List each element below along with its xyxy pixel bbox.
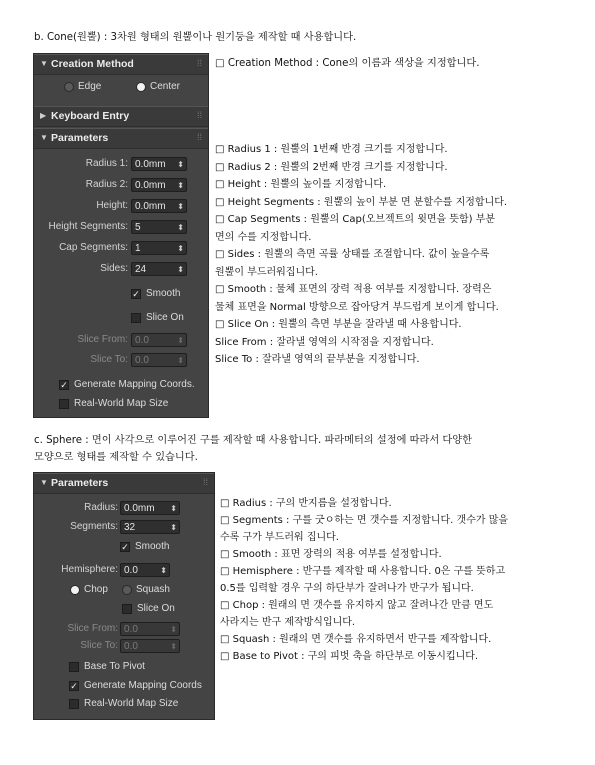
slice-from-label: Slice From: [77,334,128,345]
desc-line: □ Slice On : 원뿔의 측면 부분을 잘라낼 때 사용합니다. [215,319,462,330]
rollout-parameters[interactable] [34,473,214,494]
rollout-keyboard-entry[interactable] [34,106,208,127]
radius-spinner[interactable]: 0.0mm ⬍ [120,501,180,515]
heading-line: c. Sphere : 면이 사각으로 이루어진 구를 제작할 때 사용합니다. 파라메터의 설정에 따라서 다양한 [34,435,472,446]
real-world-label: Real-World Map Size [84,698,179,709]
triangle-right-icon: ▶ [40,111,47,120]
spinner-arrows-icon[interactable]: ⬍ [170,523,177,532]
radio-edge-label: Edge [78,81,102,92]
desc-line: □ Squash : 원래의 면 갯수를 유지하면서 반구를 제작합니다. [220,634,492,645]
spinner-arrows-icon[interactable]: ⬍ [170,642,177,651]
height-spinner[interactable]: 0.0mm ⬍ [131,199,187,213]
real-world-label: Real-World Map Size [74,398,169,409]
desc-line: Slice To : 잘라낼 영역의 끝부분을 지정합니다. [215,354,420,365]
triangle-down-icon: ▼ [40,59,48,68]
slice-to-label: Slice To: [80,640,118,651]
cap-segments-label: Cap Segments: [59,242,128,253]
segments-spinner[interactable]: 32 ⬍ [120,520,180,534]
triangle-down-icon: ▼ [40,478,48,487]
radius2-label: Radius 2: [85,179,128,190]
radius1-label: Radius 1: [85,158,128,169]
desc-line: 면의 수를 지정합니다. [215,231,312,243]
desc-line: 물체 표면을 Normal 방향으로 잡아당겨 부드럽게 보이게 합니다. [215,301,499,313]
base-to-pivot-checkbox[interactable] [69,662,79,672]
height-label: Height: [96,200,128,211]
grip-icon: ⁞⁞ [196,58,202,68]
rollout-title: Parameters [51,132,109,144]
radio-center-label: Center [150,81,181,92]
desc-line: □ Height Segments : 원뿔의 높이 부분 면 분할수를 지정합니다. [215,196,508,208]
radio-squash[interactable] [122,585,132,595]
grip-icon: ⁞⁞ [196,132,202,142]
sphere-command-panel [33,472,215,720]
radio-chop[interactable] [70,585,80,595]
sphere-desc [220,495,508,665]
sphere-heading [34,432,472,466]
rollout-title: Keyboard Entry [51,110,130,122]
desc-line: 0.5를 입력할 경우 구의 하단부가 잘려나가 반구가 됩니다. [220,583,474,594]
slice-on-label: Slice On [137,603,175,614]
real-world-checkbox[interactable] [59,399,69,409]
height-segments-label: Height Segments: [48,221,128,232]
desc-line: □ Smooth : 물체 표면의 장력 적용 여부를 지정합니다. 장력은 [215,284,492,295]
sides-label: Sides: [100,263,128,274]
desc-line: 사라지는 반구 제작방식입니다. [220,617,356,628]
radius2-spinner[interactable]: 0.0mm ⬍ [131,178,187,192]
triangle-down-icon: ▼ [40,133,48,142]
desc-line: □ Chop : 원래의 면 갯수를 유지하지 않고 잘려나간 만큼 면도 [220,600,494,611]
desc-line: □ Radius 2 : 원뿔의 2번째 반경 크기를 지정합니다. [215,161,448,173]
cone-heading: b. Cone(원뿔) : 3차원 형태의 원뿔이나 원기둥을 제작할 때 사용합니다. [34,32,357,43]
hemisphere-spinner[interactable]: 0.0 ⬍ [120,563,170,577]
slice-to-label: Slice To: [90,354,128,365]
rollout-title: Creation Method [51,58,134,70]
slice-on-checkbox[interactable] [122,604,132,614]
slice-from-spinner[interactable]: 0.0 ⬍ [120,622,180,636]
spinner-arrows-icon[interactable]: ⬍ [177,265,184,274]
smooth-checkbox[interactable]: ✓ [121,542,129,552]
cone-command-panel [33,53,209,418]
grip-icon: ⁞⁞ [202,477,208,487]
radius-label: Radius: [84,502,118,513]
heading-line: 모양으로 형태를 제작할 수 있습니다. [34,452,198,463]
desc-line: □ Radius 1 : 원뿔의 1번째 반경 크기를 지정합니다. [215,144,448,155]
sides-spinner[interactable]: 24 ⬍ [131,262,187,276]
slice-from-spinner[interactable]: 0.0 ⬍ [131,333,187,347]
radius1-spinner[interactable]: 0.0mm ⬍ [131,157,187,171]
slice-on-checkbox[interactable] [131,313,141,323]
desc-line: □ Height : 원뿔의 높이를 지정합니다. [215,179,387,190]
slice-on-label: Slice On [146,312,184,323]
smooth-label: Smooth [135,541,170,552]
height-segments-spinner[interactable]: 5 ⬍ [131,220,187,234]
spinner-arrows-icon[interactable]: ⬍ [177,356,184,365]
rollout-title: Parameters [51,477,109,489]
segments-label: Segments: [70,521,118,532]
slice-from-label: Slice From: [67,623,118,634]
radio-squash-label: Squash [136,584,170,595]
gen-mapping-label: Generate Mapping Coords [84,680,202,691]
desc-line: □ Base to Pivot : 구의 피벗 축을 하단부로 이동시킵니다. [220,651,479,662]
spinner-arrows-icon[interactable]: ⬍ [170,504,177,513]
desc-line: □ Smooth : 표면 장력의 적용 여부를 설정합니다. [220,549,442,560]
radio-chop-label: Chop [84,584,108,595]
gen-mapping-label: Generate Mapping Coords. [74,379,195,390]
spinner-arrows-icon[interactable]: ⬍ [177,336,184,345]
desc-line: □ Radius : 구의 반지름을 설정합니다. [220,498,392,509]
slice-to-spinner[interactable]: 0.0 ⬍ [120,639,180,653]
desc-line: □ Hemisphere : 반구를 제작할 때 사용합니다. 0은 구를 뜻하고 [220,566,506,577]
cone-desc-creation: □ Creation Method : Cone의 이름과 색상을 지정합니다. [215,58,480,69]
radio-center[interactable] [136,82,146,92]
radio-edge[interactable] [64,82,74,92]
desc-line: 수록 구가 부드러워 집니다. [220,532,339,543]
spinner-arrows-icon[interactable]: ⬍ [177,244,184,253]
spinner-arrows-icon[interactable]: ⬍ [177,223,184,232]
rollout-creation-method[interactable] [34,54,208,75]
smooth-label: Smooth [146,288,181,299]
desc-line: Slice From : 잘라낼 영역의 시작점을 지정합니다. [215,336,434,348]
desc-line: □ Cap Segments : 원뿔의 Cap(오브젝트의 윗면을 뜻함) 부분 [215,214,496,225]
desc-line: □ Sides : 원뿔의 측면 곡률 상태를 조절합니다. 값이 높을수록 [215,249,490,260]
cone-desc-params [215,141,507,369]
rollout-parameters[interactable] [34,128,208,149]
base-to-pivot-label: Base To Pivot [84,661,145,672]
spinner-arrows-icon[interactable]: ⬍ [177,160,184,169]
spinner-arrows-icon[interactable]: ⬍ [177,181,184,190]
hemisphere-label: Hemisphere: [61,564,118,575]
desc-line: □ Segments : 구를 굿ㅇ하는 면 갯수를 지정합니다. 갯수가 많을 [220,515,509,526]
grip-icon: ⁞⁞ [196,110,202,120]
spinner-arrows-icon[interactable]: ⬍ [160,566,167,575]
smooth-checkbox[interactable]: ✓ [132,289,140,299]
slice-to-spinner[interactable]: 0.0 ⬍ [131,353,187,367]
desc-line: 원뿔이 부드러워집니다. [215,266,318,278]
gen-mapping-checkbox[interactable]: ✓ [60,380,68,390]
cap-segments-spinner[interactable]: 1 ⬍ [131,241,187,255]
spinner-arrows-icon[interactable]: ⬍ [170,625,177,634]
spinner-arrows-icon[interactable]: ⬍ [177,202,184,211]
gen-mapping-checkbox[interactable]: ✓ [70,681,78,691]
real-world-checkbox[interactable] [69,699,79,709]
